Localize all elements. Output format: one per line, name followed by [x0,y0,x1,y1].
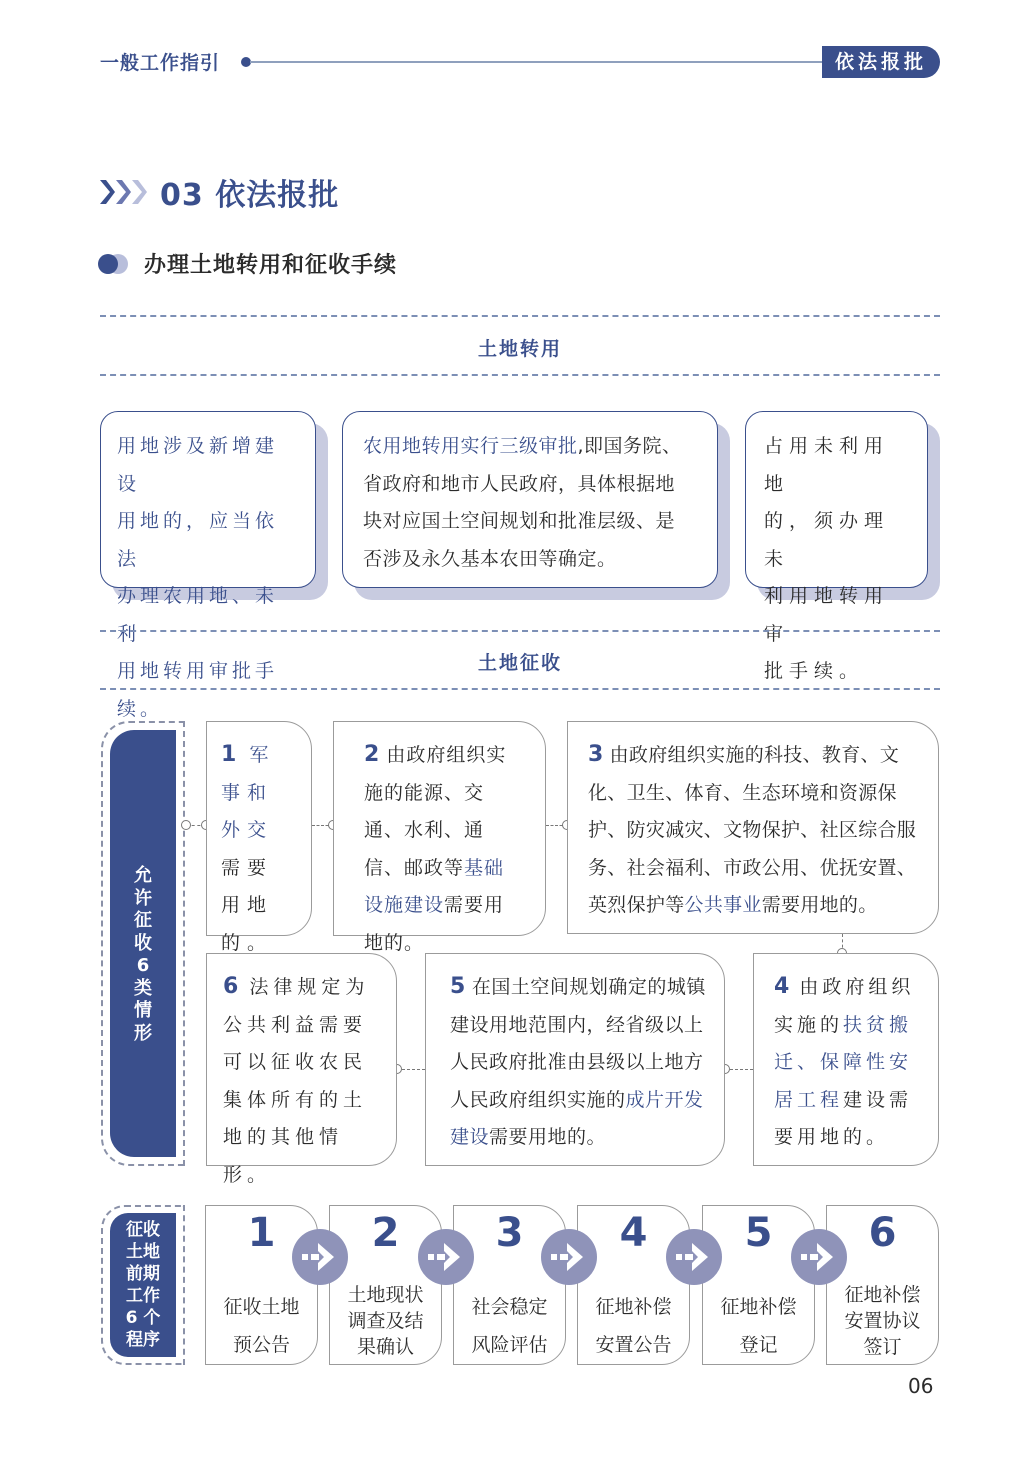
case-text: 需要用地的。 [489,1126,607,1148]
case-text: 由政府组织实施的科技、教育、文化、卫生、体育、生态环境和资源保护、防灾减灾、文物保护、社区综合服务、社会福利、市政公用、优抚安置、英烈保护等 [588,744,917,916]
card-text: ,即国务院、 [577,435,682,457]
step-label: 征地补偿 安置公告 [595,1296,672,1356]
card-line [363,428,697,466]
step-label: 征地补偿 登记 [720,1296,797,1356]
connector-knob-icon [181,820,191,830]
double-dot-icon [98,253,134,275]
procedure-panel-label: 征收 土地 前期 工作 6 个 程序 [110,1213,176,1357]
case-text: 需要用地的。 [761,894,878,916]
step-number: 4 [619,1210,648,1256]
case-text: 由政府组织实施的能源、交通、水利、通信、邮政等 [364,744,507,879]
highlight-text: 公共事业 [684,894,762,916]
procedure-step-3 [453,1205,566,1365]
arrow-right-icon [791,1229,847,1285]
procedure-step-2 [329,1205,442,1365]
step-label: 征收土地 预公告 [223,1296,300,1356]
chapter-badge: 依法报批 [822,46,940,78]
conversion-card-3 [745,411,928,682]
case-card-5 [425,953,725,1166]
step-label: 社会稳定 风险评估 [471,1296,548,1356]
arrow-right-icon [541,1229,597,1285]
conversion-card-1 [100,411,316,720]
procedure-step-1 [205,1205,318,1365]
case-number: 5 [450,974,466,999]
case-number: 1 [221,742,244,767]
case-text: 由政府组织实施的 [774,976,915,1036]
highlight-text: 基础设施建设 [364,856,505,916]
step-number: 1 [247,1210,276,1256]
case-text: 法律规定为公共利益需要可以征收农民集体所有的土地的其他情形。 [223,976,370,1186]
card-line: 批手续。 [764,660,865,682]
step-label: 土地现状 调查及结 果确认 [347,1284,424,1358]
header-divider [250,61,840,63]
conversion-title: 土地转用 [477,338,562,360]
card-line: 办理农用地、未利 [117,585,279,645]
procedure-step-5 [702,1205,815,1365]
divider-dashed [100,688,940,690]
case-text: 建设需要用地的。 [774,1088,913,1148]
card-line: 的，须办理未 [764,510,890,570]
case-number: 4 [774,974,794,999]
section-title: 03 依法报批 [160,178,340,213]
divider-dashed [100,315,940,317]
case-number: 6 [223,974,244,999]
case-card-3 [567,721,939,934]
card-line: 用地涉及新增建设 [117,435,279,495]
card-line: 块对应国土空间规划和批准层级、是 [363,510,676,532]
card-line: 占用未利用地 [764,435,890,495]
card-line: 用地的，应当依法 [117,510,279,570]
card-line: 否涉及永久基本农田等确定。 [363,547,617,570]
card-line: 省政府和地市人民政府，具体根据地 [363,472,676,495]
expropriation-title: 土地征收 [477,652,562,674]
highlight-text: 扶贫搬迁、保障性安居工程 [774,1013,913,1111]
step-number: 3 [495,1210,524,1256]
guide-label: 一般工作指引 [100,52,221,74]
step-number: 5 [744,1210,773,1256]
step-number: 2 [371,1210,400,1256]
case-number: 3 [588,742,604,767]
arrow-right-icon [666,1229,722,1285]
case-card-2 [333,721,546,954]
procedure-step-6 [826,1205,939,1365]
case-text: 在国土空间规划确定的城镇建设用地范围内，经省级以上人民政府批准由县级以上地方人民政府组织实施的 [450,976,706,1111]
procedure-step-4 [577,1205,690,1365]
divider-dashed [100,630,940,632]
case-card-1 [206,721,312,954]
section-heading [98,170,339,214]
step-label: 征地补偿 安置协议 签订 [844,1284,921,1358]
arrow-right-icon [292,1229,348,1285]
triple-chevron-icon [98,178,146,206]
case-card-4 [753,953,939,1166]
conversion-card-2 [342,411,718,588]
highlight-text: 成片开发建设 [450,1088,704,1148]
arrow-right-icon [418,1229,474,1285]
card-line: 用地转用审批手续。 [117,660,279,720]
case-text: 需要用地的。 [221,856,274,954]
divider-dashed [100,374,940,376]
subsection-heading [98,248,397,279]
case-number: 2 [364,742,381,767]
highlight-text: 军事和外交 [221,744,276,841]
case-card-6 [206,953,397,1186]
step-number: 6 [868,1210,897,1256]
running-header [100,44,940,80]
page-number: 06 [908,1374,934,1398]
case-text: 需要用地的。 [364,894,505,954]
highlight-text: 农用地转用实行三级审批 [363,435,578,457]
side-panel-cases [110,730,176,1157]
card-line: 利用地转用审 [764,585,890,645]
side-panel-label: 允 许 征 收 6 类 情 形 [134,865,152,1044]
subsection-title: 办理土地转用和征收手续 [144,253,398,278]
